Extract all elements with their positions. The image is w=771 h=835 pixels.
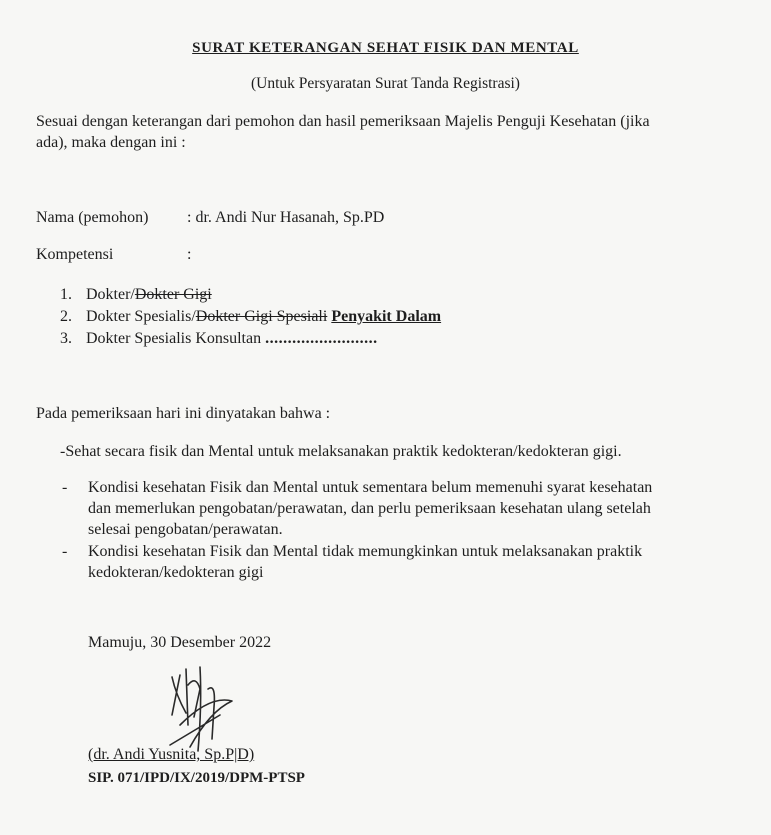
statement-1: -Sehat secara fisik dan Mental untuk melaksanakan praktik kedokteran/kedokteran gigi. xyxy=(60,443,622,460)
option-3-number: 3. xyxy=(60,330,72,347)
option-1-number: 1. xyxy=(60,286,72,303)
option-1 xyxy=(60,285,212,305)
nama-label: Nama (pemohon) xyxy=(36,209,149,226)
option-2 xyxy=(60,307,441,327)
place-date: Mamuju, 30 Desember 2022 xyxy=(88,634,272,651)
option-3-text: Dokter Spesialis Konsultan xyxy=(86,330,266,347)
kompetensi-colon: : xyxy=(187,246,192,263)
option-2-text: Dokter Spesialis/ xyxy=(86,308,196,325)
option-2-number: 2. xyxy=(60,308,72,325)
statement-3-line-1: Kondisi kesehatan Fisik dan Mental tidak memungkinkan untuk melaksanakan praktik xyxy=(88,543,643,560)
statement-2-line-2: dan memerlukan pengobatan/perawatan, dan perlu pemeriksaan kesehatan ulang setelah xyxy=(88,500,651,517)
statement-3-line-2: kedokteran/kedokteran gigi xyxy=(88,564,264,581)
option-3 xyxy=(60,329,378,349)
option-2-specialty: Penyakit Dalam xyxy=(331,308,442,325)
kompetensi-label: Kompetensi xyxy=(36,246,114,263)
option-2-struck: Dokter Gigi Spesiali xyxy=(195,308,328,325)
option-1-struck: Dokter Gigi xyxy=(134,286,212,303)
signatory-name: (dr. Andi Yusnita, Sp.P|D) xyxy=(88,746,255,763)
document-subtitle: (Untuk Persyaratan Surat Tanda Registrasi) xyxy=(251,75,520,92)
option-3-blank: ......................... xyxy=(265,330,378,347)
statement-3-dash: - xyxy=(62,543,68,560)
nama-value: : dr. Andi Nur Hasanah, Sp.PD xyxy=(187,209,385,226)
document-title: SURAT KETERANGAN SEHAT FISIK DAN MENTAL xyxy=(192,40,579,56)
statement-intro: Pada pemeriksaan hari ini dinyatakan bahwa : xyxy=(36,405,331,422)
statement-2-line-1: Kondisi kesehatan Fisik dan Mental untuk sementara belum memenuhi syarat kesehatan xyxy=(88,479,653,496)
statement-2-line-3: selesai pengobatan/perawatan. xyxy=(88,521,283,538)
signatory-sip: SIP. 071/IPD/IX/2019/DPM-PTSP xyxy=(88,770,305,786)
intro-line-2: ada), maka dengan ini : xyxy=(36,134,186,151)
statement-2-dash: - xyxy=(62,479,68,496)
option-1-text: Dokter/ xyxy=(86,286,135,303)
intro-line-1: Sesuai dengan keterangan dari pemohon dan hasil pemeriksaan Majelis Penguji Kesehatan (jika xyxy=(36,113,650,130)
